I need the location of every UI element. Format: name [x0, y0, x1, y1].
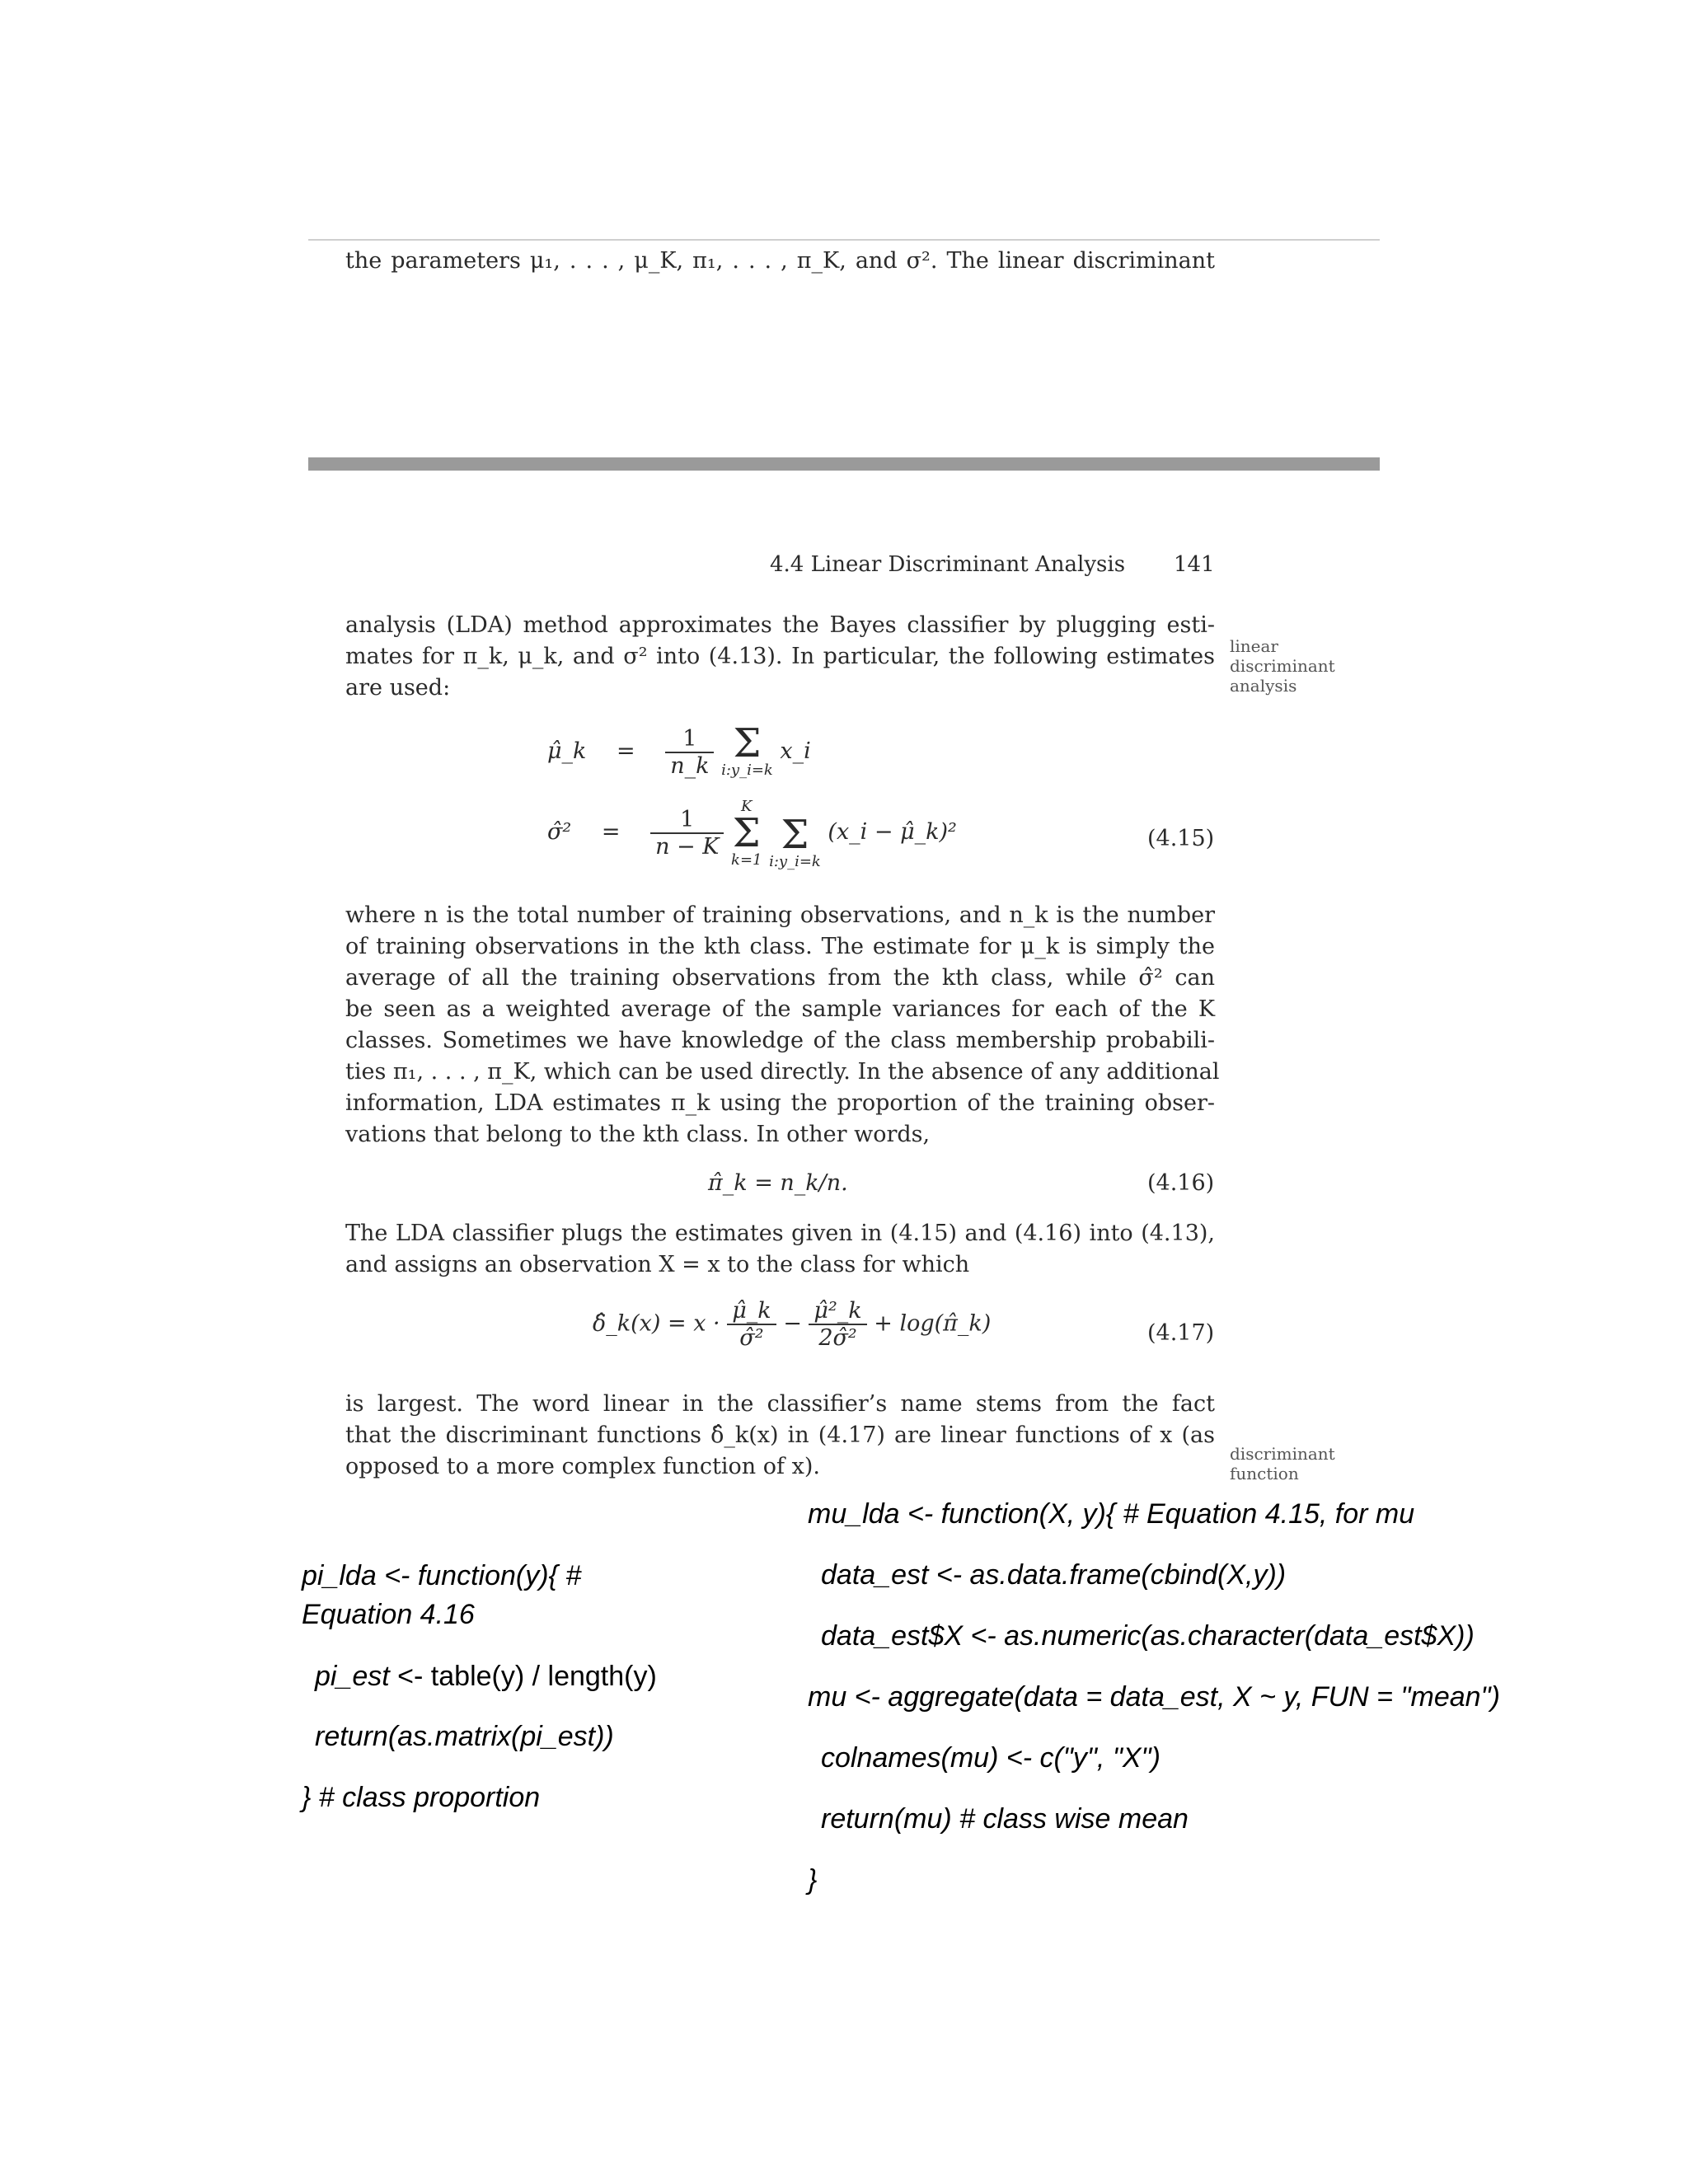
code-right-line2: data_est <- as.data.frame(cbind(X,y)): [821, 1559, 1287, 1591]
eq-mu-hat-lhs: μ̂_k: [547, 738, 587, 764]
margin-note-df-line1: discriminant: [1230, 1444, 1335, 1464]
para2-line5: classes. Sometimes we have knowledge of the class membership probabili-: [345, 1028, 1215, 1053]
eq-415-sum2-sub: k=1: [731, 851, 762, 869]
para2-line3: average of all the training observations from the kth class, while σ̂² can: [345, 965, 1215, 991]
top-rule: [308, 239, 1380, 241]
para2-line6: ties π₁, . . . , π_K, which can be used directly. In the absence of any additional: [345, 1059, 1220, 1085]
para4-line3: opposed to a more complex function of x).: [345, 1454, 820, 1479]
para2-line8: vations that belong to the kth class. In other words,: [345, 1122, 931, 1147]
equation-4-15-line1: μ̂_k = $\frac{1}{n\_k}$ Σ i:y_i=k x_i: [547, 720, 811, 779]
code-right-line7: }: [808, 1864, 818, 1896]
code-right-line5: colnames(mu) <- c("y", "X"): [821, 1742, 1160, 1774]
eq-sigma-hat-lhs: σ̂²: [547, 819, 572, 845]
eq-415-term2: (x_i − μ̂_k)²: [828, 819, 957, 845]
margin-note-lda-line1: linear: [1230, 636, 1278, 656]
code-left-line1: pi_lda <- function(y){ #: [302, 1560, 582, 1591]
eq-415-sum3-sub: i:y_i=k: [769, 853, 821, 870]
eq-415-frac1-den: n_k: [670, 752, 710, 779]
para2-line7: information, LDA estimates π_k using the proportion of the training obser-: [345, 1090, 1215, 1116]
para1-line1: analysis (LDA) method approximates the Bayes classifier by plugging esti-: [345, 612, 1215, 638]
code-left-line3-var: pi_est: [315, 1661, 390, 1692]
para2-line2: of training observations in the kth class. The estimate for μ_k is simply the: [345, 934, 1215, 959]
page-separator-bar: [308, 457, 1380, 471]
code-left-line3-expr: <- table(y) / length(y): [389, 1661, 657, 1692]
para1-line2: mates for π_k, μ_k, and σ² into (4.13). In particular, the following estimates: [345, 644, 1215, 669]
eq-415-sum2-sup: K: [741, 797, 753, 815]
para4-line1: is largest. The word linear in the classifier’s name stems from the fact: [345, 1391, 1215, 1417]
eq-417-frac1-num: μ̂_k: [727, 1298, 776, 1325]
eq-415-frac2-num: 1: [650, 807, 724, 834]
code-right-line4: mu <- aggregate(data = data_est, X ~ y, FUN = "mean"): [808, 1681, 1500, 1713]
code-left-line2: Equation 4.16: [302, 1599, 475, 1630]
eq-417-frac2-den: 2σ̂²: [818, 1325, 857, 1351]
code-left-line4: return(as.matrix(pi_est)): [315, 1721, 614, 1752]
equation-4-16: π̂_k = n_k/n.: [708, 1170, 848, 1196]
margin-note-lda-line2: discriminant: [1230, 656, 1335, 676]
para3-line1: The LDA classifier plugs the estimates given in (4.15) and (4.16) into (4.13),: [345, 1221, 1215, 1246]
code-left-line5: } # class proportion: [302, 1782, 541, 1813]
para2-line4: be seen as a weighted average of the sample variances for each of the K: [345, 996, 1215, 1022]
para4-line2: that the discriminant functions δ̂_k(x) in (4.17) are linear functions of x (as: [345, 1422, 1215, 1448]
eq-415-frac1-num: 1: [665, 726, 714, 753]
margin-note-lda: [1230, 636, 1335, 696]
textbook-page-screenshot: [308, 223, 1380, 1508]
margin-note-df-line2: function: [1230, 1464, 1299, 1483]
equation-4-17-tag: (4.17): [1147, 1320, 1215, 1346]
margin-note-discriminant-function: [1230, 1444, 1335, 1483]
eq-417-frac1-den: σ̂²: [739, 1325, 764, 1351]
eq-415-term1: x_i: [780, 738, 811, 764]
eq-417-lhs: δ̂_k(x) = x ·: [593, 1310, 720, 1337]
running-header: 4.4 Linear Discriminant Analysis: [770, 552, 1126, 577]
eq-415-frac2-den: n − K: [655, 833, 720, 860]
code-right-line6: return(mu) # class wise mean: [821, 1803, 1189, 1835]
eq-417-minus: −: [783, 1310, 802, 1337]
code-left-line3: [315, 1661, 657, 1693]
page-number: 141: [1174, 552, 1215, 577]
para1-line3: are used:: [345, 675, 451, 701]
equation-4-15-line2: σ̂² = $\frac{1}{n - K}$ K Σ k=1 Σ i:y_i=k (x_i − μ̂_k)²: [547, 797, 957, 870]
para3-line2: and assigns an observation X = x to the class for which: [345, 1252, 970, 1277]
para2-line1: where n is the total number of training observations, and n_k is the number: [345, 902, 1215, 928]
code-right-line3: data_est$X <- as.numeric(as.character(data_est$X)): [821, 1620, 1475, 1652]
top-text-line: the parameters μ₁, . . . , μ_K, π₁, . . . , π_K, and σ². The linear discriminant: [345, 248, 1215, 274]
eq-417-frac2-num: μ̂²_k: [809, 1298, 866, 1325]
eq-417-rest: + log(π̂_k): [874, 1310, 992, 1337]
equation-4-17: [593, 1298, 991, 1351]
eq-415-sum1-sub: i:y_i=k: [721, 762, 773, 779]
equation-4-16-tag: (4.16): [1147, 1170, 1215, 1196]
margin-note-lda-line3: analysis: [1230, 676, 1297, 696]
equation-4-15-tag: (4.15): [1147, 826, 1215, 851]
code-right-line1: mu_lda <- function(X, y){ # Equation 4.15, for mu: [808, 1498, 1415, 1530]
